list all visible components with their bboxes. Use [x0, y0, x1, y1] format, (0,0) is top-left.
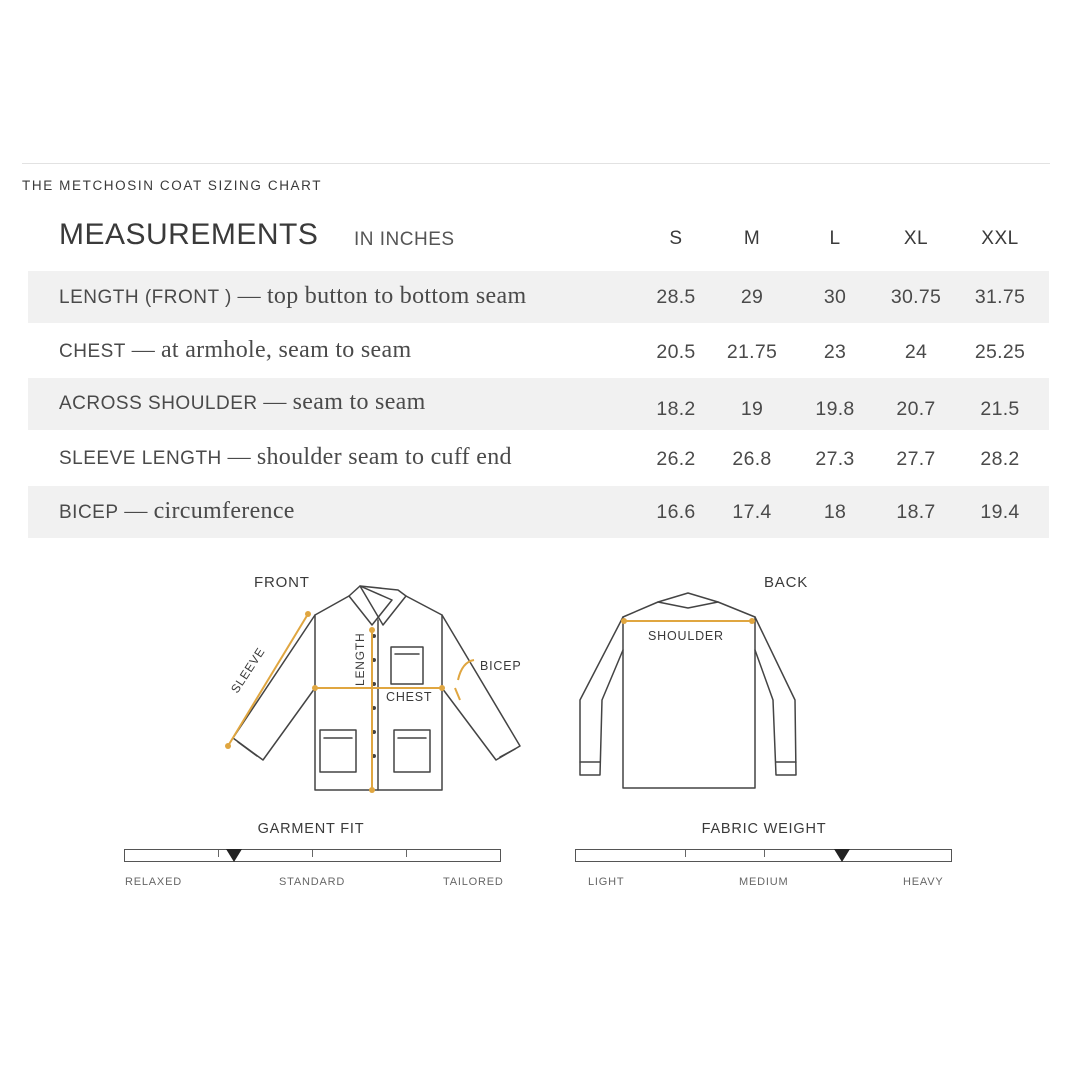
length-guide-end	[369, 787, 375, 793]
table-cell: 21.5	[980, 398, 1020, 420]
fit-label-relaxed: RELAXED	[125, 876, 182, 888]
size-header-s: S	[669, 228, 683, 249]
chart-title: THE METCHOSIN COAT SIZING CHART	[22, 178, 323, 193]
table-cell: 29	[740, 286, 764, 308]
table-cell: 30.75	[890, 286, 942, 308]
front-label: FRONT	[254, 574, 310, 591]
back-jacket-illustration	[580, 593, 796, 788]
fabric-weight-marker	[834, 849, 850, 862]
garment-fit-title: GARMENT FIT	[257, 821, 365, 837]
table-cell: 25.25	[974, 341, 1026, 363]
table-cell: 19	[740, 398, 764, 420]
measurements-heading: MEASUREMENTS	[59, 218, 319, 251]
scale-tick	[218, 850, 219, 857]
size-header-m: M	[743, 228, 761, 249]
fit-label-tailored: TAILORED	[443, 876, 504, 888]
table-cell: 18.7	[896, 501, 936, 523]
row-label: LENGTH (FRONT ) — top button to bottom seam	[59, 283, 527, 309]
row-label: BICEP — circumference	[59, 498, 295, 524]
bicep-guide-arc	[458, 660, 474, 680]
bicep-label: BICEP	[480, 659, 522, 673]
chest-guide-end	[312, 685, 318, 691]
table-cell: 30	[823, 286, 847, 308]
measurement-guides	[225, 611, 474, 793]
weight-label-light: LIGHT	[588, 876, 625, 888]
shoulder-guide-end	[749, 618, 755, 624]
table-cell: 23	[823, 341, 847, 363]
size-header-xl: XL	[903, 228, 929, 249]
shoulder-guide	[621, 618, 755, 624]
unit-label: IN INCHES	[354, 229, 455, 250]
table-cell: 27.3	[815, 448, 855, 470]
table-cell: 16.6	[656, 501, 696, 523]
fabric-weight-title: FABRIC WEIGHT	[701, 821, 827, 837]
chest-label: CHEST	[386, 690, 433, 704]
table-cell: 20.5	[656, 341, 696, 363]
table-cell: 27.7	[896, 448, 936, 470]
chest-guide-end	[439, 685, 445, 691]
table-cell: 20.7	[896, 398, 936, 420]
fit-label-standard: STANDARD	[279, 876, 346, 888]
table-cell: 18	[823, 501, 847, 523]
table-cell: 19.8	[815, 398, 855, 420]
bicep-guide-mark	[455, 688, 460, 700]
size-header-l: L	[829, 228, 841, 249]
table-cell: 21.75	[726, 341, 778, 363]
row-label: SLEEVE LENGTH — shoulder seam to cuff end	[59, 444, 512, 470]
table-cell: 31.75	[974, 286, 1026, 308]
garment-fit-scale	[124, 849, 501, 862]
shoulder-guide-end	[621, 618, 627, 624]
scale-tick	[406, 850, 407, 857]
sleeve-guide-end	[225, 743, 231, 749]
garment-fit-marker	[226, 849, 242, 862]
table-cell: 17.4	[732, 501, 772, 523]
scale-tick	[685, 850, 686, 857]
length-guide-end	[369, 627, 375, 633]
shoulder-label: SHOULDER	[648, 629, 724, 643]
table-cell: 24	[904, 341, 928, 363]
weight-label-heavy: HEAVY	[903, 876, 944, 888]
table-cell: 28.2	[980, 448, 1020, 470]
scale-tick	[764, 850, 765, 857]
table-cell: 19.4	[980, 501, 1020, 523]
table-cell: 26.2	[656, 448, 696, 470]
weight-label-medium: MEDIUM	[739, 876, 789, 888]
table-cell: 18.2	[656, 398, 696, 420]
row-label: ACROSS SHOULDER — seam to seam	[59, 389, 426, 415]
table-cell: 26.8	[732, 448, 772, 470]
table-cell: 28.5	[656, 286, 696, 308]
row-label: CHEST — at armhole, seam to seam	[59, 337, 412, 363]
size-header-xxl: XXL	[981, 228, 1019, 249]
fabric-weight-scale	[575, 849, 952, 862]
sleeve-label: SLEEVE	[228, 644, 268, 696]
scale-tick	[312, 850, 313, 857]
sleeve-guide-end	[305, 611, 311, 617]
length-label: LENGTH	[353, 632, 367, 686]
back-label: BACK	[764, 574, 809, 591]
